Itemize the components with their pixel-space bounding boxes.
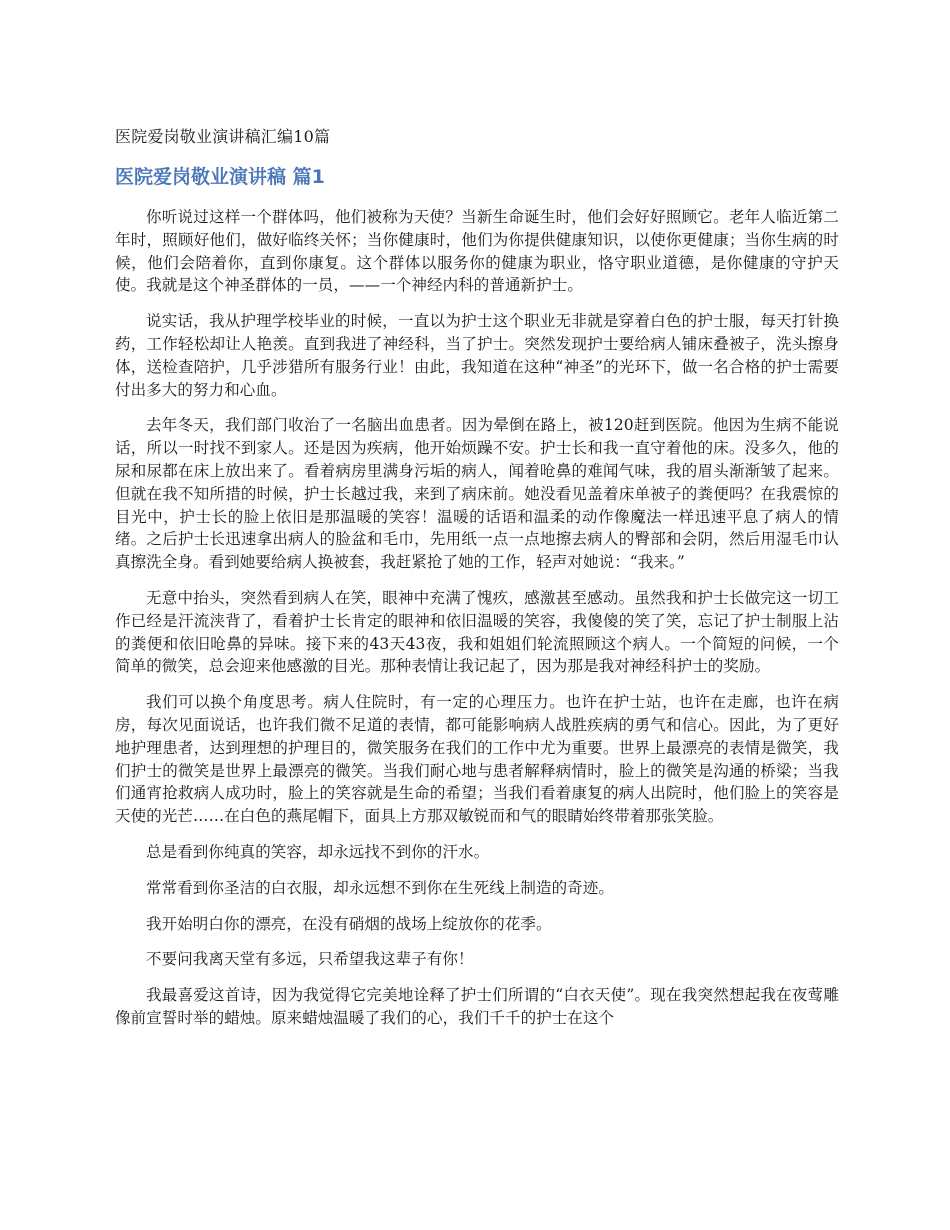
document-body [115, 124, 839, 1030]
poem-line-2: 常常看到你圣洁的白衣服，却永远想不到你在生死线上制造的奇迹。 [146, 878, 615, 897]
poem-line-3: 我开始明白你的漂亮，在没有硝烟的战场上绽放你的花季。 [146, 914, 552, 933]
paragraph-6: 我最喜爱这首诗，因为我觉得它完美地诠释了护士们所谓的“白衣天使”。现在我突然想起我在夜莺雕像前宣誓时举的蜡烛。原来蜡烛温暖了我们的心，我们千千的护士在这个 [115, 986, 839, 1027]
document-title: 医院爱岗敬业演讲稿汇编10篇 [115, 127, 331, 146]
poem-line-4: 不要问我离天堂有多远，只希望我这辈子有你！ [146, 950, 474, 969]
paragraph-2: 说实话，我从护理学校毕业的时候，一直以为护士这个职业无非就是穿着白色的护士服，每天打针换药，工作轻松却让人艳羡。直到我进了神经科，当了护士。突然发现护士要给病人铺床叠被子，洗头擦身体，送检查陪护，几乎涉猎所有服务行业！由此，我知道在这种“神圣”的光环下，做一名合格的护士需要付出多大的努力和心血。 [115, 312, 839, 399]
paragraph-4: 无意中抬头，突然看到病人在笑，眼神中充满了愧疚，感激甚至感动。虽然我和护士长做完这一切工作已经是汗流浃背了，看着护士长肯定的眼神和依旧温暖的笑容，我傻傻的笑了笑，忘记了护士制服上沾的粪便和依旧呛鼻的异味。接下来的43天43夜，我和姐姐们轮流照顾这个病人。一个简短的问候，一个简单的微笑，总会迎来他感激的目光。那种表情让我记起了，因为那是我对神经科护士的奖励。 [115, 588, 839, 676]
paragraph-3: 去年冬天，我们部门收治了一名脑出血患者。因为晕倒在路上，被120赶到医院。他因为生病不能说话，所以一时找不到家人。还是因为疾病，他开始烦躁不安。护士长和我一直守着他的床。没多久，他的尿和尿都在床上放出来了。看着病房里满身污垢的病人，闻着呛鼻的难闻气味，我的眉头渐渐皱了起来。但就在我不知所措的时候，护士长越过我，来到了病床前。她没看见盖着床单被子的粪便吗？在我震惊的目光中，护士长的脸上依旧是那温暖的笑容！温暖的话语和温柔的动作像魔法一样迅速平息了病人的情绪。之后护士长迅速拿出病人的脸盆和毛巾，先用纸一点一点地擦去病人的臀部和会阴，然后用湿毛巾认真擦洗全身。看到她要给病人换被套，我赶紧抢了她的工作，轻声对她说：“我来。” [115, 416, 839, 572]
paragraph-5: 我们可以换个角度思考。病人住院时，有一定的心理压力。也许在护士站，也许在走廊，也许在病房，每次见面说话，也许我们微不足道的表情，都可能影响病人战胜疾病的勇气和信心。因此，为了更好地护理患者，达到理想的护理目的，微笑服务在我们的工作中尤为重要。世界上最漂亮的表情是微笑，我们护士的微笑是世界上最漂亮的微笑。当我们耐心地与患者解释病情时，脸上的微笑是沟通的桥梁；当我们通宵抢救病人成功时，脸上的笑容就是生命的希望；当我们看着康复的病人出院时，他们脸上的笑容是天使的光芒……在白色的燕尾帽下，面具上方那双敏锐而和气的眼睛始终带着那张笑脸。 [115, 693, 839, 826]
poem-line-1: 总是看到你纯真的笑容，却永远找不到你的汗水。 [146, 842, 490, 861]
section-heading: 医院爱岗敬业演讲稿 篇1 [115, 166, 325, 188]
paragraph-1: 你听说过这样一个群体吗，他们被称为天使？当新生命诞生时，他们会好好照顾它。老年人临近第二年时，照顾好他们，做好临终关怀；当你健康时，他们为你提供健康知识，以使你更健康；当你生病的时候，他们会陪着你，直到你康复。这个群体以服务你的健康为职业，恪守职业道德，是你健康的守护天使。我就是这个神圣群体的一员，——一个神经内科的普通新护士。 [115, 208, 839, 295]
